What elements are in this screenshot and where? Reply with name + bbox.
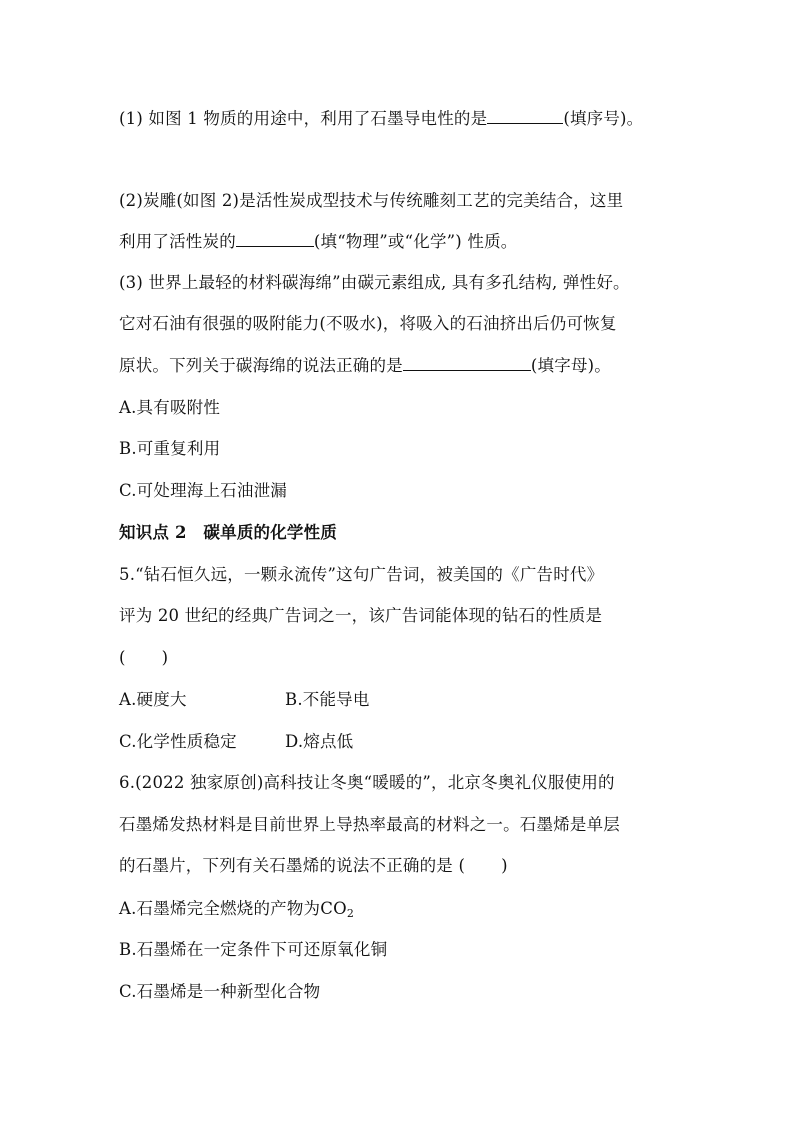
q6-option-a xyxy=(119,898,354,920)
q6-option-a-text: A.石墨烯完全燃烧的产物为CO xyxy=(119,899,347,918)
q4-part3-line3 xyxy=(119,355,611,377)
q4-part2-hint: (填“物理”或“化学”) 性质。 xyxy=(313,232,518,251)
q4-part2-line2 xyxy=(119,231,517,253)
q4-part3-line1: (3) 世界上最轻的材料碳海绵”由碳元素组成, 具有多孔结构, 弹性好。 xyxy=(119,273,630,292)
q5-options-row1 xyxy=(119,689,370,711)
q4-part1-hint: (填序号)。 xyxy=(563,109,644,128)
q4-part2-text: 利用了活性炭的 xyxy=(119,232,236,251)
q4-option-b: B.可重复利用 xyxy=(119,439,221,458)
q4-part2-line1: (2)炭雕(如图 2)是活性炭成型技术与传统雕刻工艺的完美结合，这里 xyxy=(119,191,624,210)
q5-answer-parens xyxy=(119,647,168,669)
q4-part3-line2: 它对石油有很强的吸附能力(不吸水)，将吸入的石油挤出后仍可恢复 xyxy=(119,314,617,333)
paren-open: ( xyxy=(119,648,126,667)
q6-line3 xyxy=(119,855,508,877)
q6-line3-text: 的石墨片，下列有关石墨烯的说法不正确的是 ( xyxy=(119,856,466,875)
q5-line1: 5.“钻石恒久远，一颗永流传”这句广告词，被美国的《广告时代》 xyxy=(119,565,604,584)
q6-line2: 石墨烯发热材料是目前世界上导热率最高的材料之一。石墨烯是单层 xyxy=(119,815,620,834)
subscript: 2 xyxy=(346,907,355,920)
q5-line2: 评为 20 世纪的经典广告词之一，该广告词能体现的钻石的性质是 xyxy=(119,606,603,625)
answer-blank[interactable] xyxy=(403,356,531,371)
section-heading: 知识点 2 碳单质的化学性质 xyxy=(119,523,338,542)
q4-part3-hint: (填字母)。 xyxy=(530,356,611,375)
q4-option-c: C.可处理海上石油泄漏 xyxy=(119,481,287,500)
q4-part1-text: (1) 如图 1 物质的用途中，利用了石墨导电性的是 xyxy=(119,109,488,128)
paren-close: ) xyxy=(161,648,169,667)
q4-option-a: A.具有吸附性 xyxy=(119,398,221,417)
paren-close: ) xyxy=(501,856,508,875)
q6-option-c: C.石墨烯是一种新型化合物 xyxy=(119,982,321,1001)
q5-option-a: A.硬度大 xyxy=(119,690,187,709)
q5-option-d: D.熔点低 xyxy=(285,732,354,751)
q5-option-b: B.不能导电 xyxy=(285,690,370,709)
q5-option-c: C.化学性质稳定 xyxy=(119,732,237,751)
q6-option-b: B.石墨烯在一定条件下可还原氧化铜 xyxy=(119,940,388,959)
answer-blank[interactable] xyxy=(487,109,563,124)
answer-blank[interactable] xyxy=(236,232,314,247)
q5-options-row2 xyxy=(119,731,353,753)
q6-line1: 6.(2022 独家原创)高科技让冬奥“暖暖的”，北京冬奥礼仪服使用的 xyxy=(119,773,615,792)
q4-part3-text: 原状。下列关于碳海绵的说法正确的是 xyxy=(119,356,403,375)
q4-part1 xyxy=(119,108,643,130)
